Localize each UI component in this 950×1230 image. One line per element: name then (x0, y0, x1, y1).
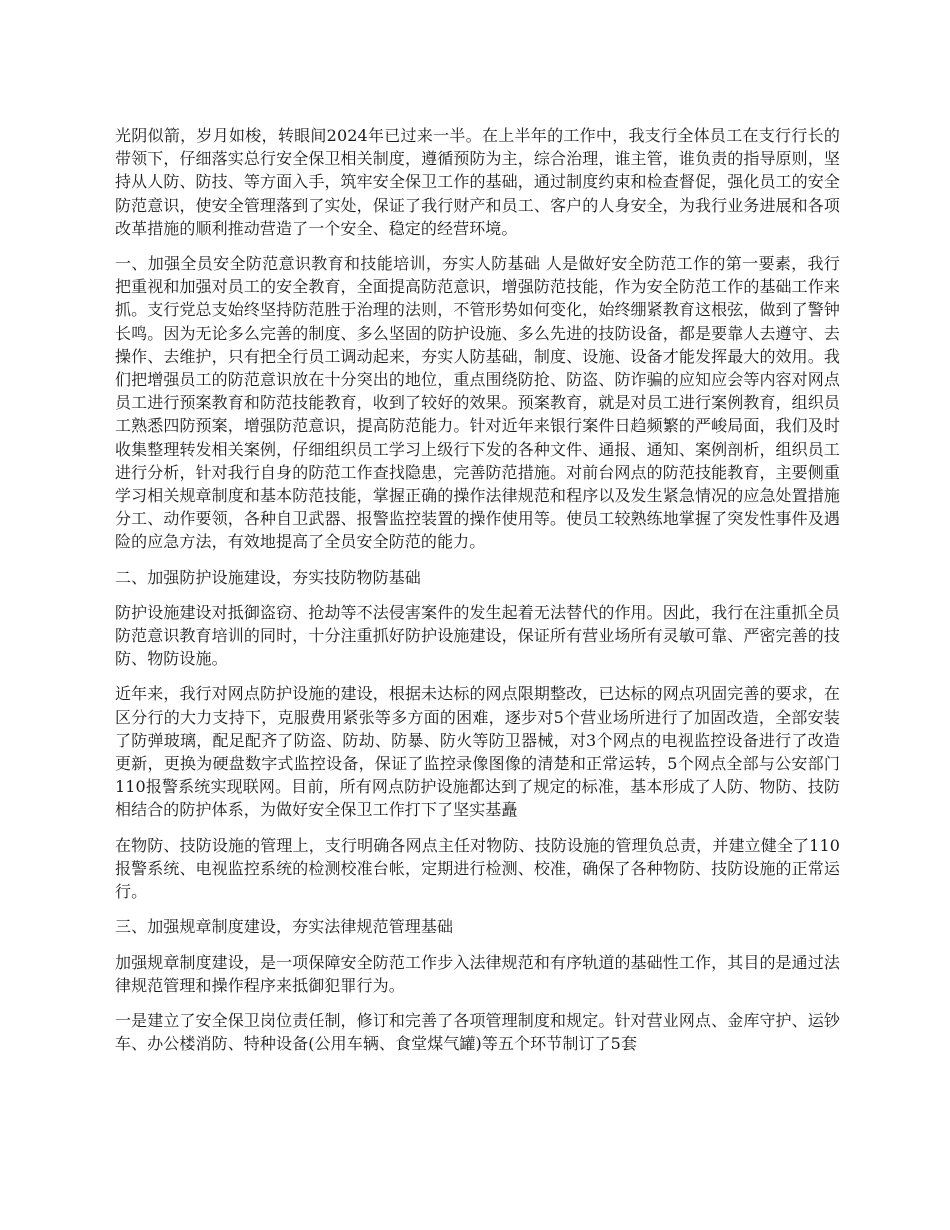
document-page (115, 124, 840, 1067)
section-one-paragraph: 一、加强全员安全防范意识教育和技能培训，夯实人防基础 人是做好安全防范工作的第一要素，我行把重视和加强对员工的安全教育，全面提高防范意识，增强防范技能，作为安全防范工作的基础工作来抓。支行党总支始终坚持防范胜于治理的法则，不管形势如何变化，始终绷紧教育这根弦，做到了警钟长鸣。因为无论多么完善的制度、多么坚固的防护设施、多么先进的技防设备，都是要靠人去遵守、去操作、去维护，只有把全行员工调动起来，夯实人防基础，制度、设施、设备才能发挥最大的效用。我们把增强员工的防范意识放在十分突出的地位，重点围绕防抢、防盗、防诈骗的应知应会等内容对网点员工进行预案教育和防范技能教育，收到了较好的效果。预案教育，就是对员工进行案例教育，组织员工熟悉四防预案，增强防范意识，提高防范能力。针对近年来银行案件日趋频繁的严峻局面，我们及时收集整理转发相关案例，仔细组织员工学习上级行下发的各种文件、通报、通知、案例剖析，组织员工进行分析，针对我行自身的防范工作查找隐患，完善防范措施。对前台网点的防范技能教育，主要侧重学习相关规章制度和基本防范技能，掌握正确的操作法律规范和程序以及发生紧急情况的应急处置措施分工、动作要领，各种自卫武器、报警监控装置的操作使用等。使员工较熟练地掌握了突发性事件及遇险的应急方法，有效地提高了全员安全防范的能力。 (115, 254, 840, 552)
section-three-paragraph-2: 一是建立了安全保卫岗位责任制，修订和完善了各项管理制度和规定。针对营业网点、金库守护、运钞车、办公楼消防、特种设备(公用车辆、食堂煤气罐)等五个环节制订了5套 (115, 1010, 840, 1054)
section-two-paragraph-3: 在物防、技防设施的管理上，支行明确各网点主任对物防、技防设施的管理负总责，并建立健全了110报警系统、电视监控系统的检测校准台帐，定期进行检测、校准，确保了各种物防、技防设施的正常运行。 (115, 835, 840, 902)
section-two-heading: 二、加强防护设施建设，夯实技防物防基础 (115, 567, 421, 587)
section-three-paragraph-1: 加强规章制度建设，是一项保障安全防范工作步入法律规范和有序轨道的基础性工作，其目的是通过法律规范管理和操作程序来抵御犯罪行为。 (115, 952, 840, 995)
section-three-heading: 三、加强规章制度建设，夯实法律规范管理基础 (115, 917, 454, 937)
section-two-paragraph-2: 近年来，我行对网点防护设施的建设，根据未达标的网点限期整改，已达标的网点巩固完善的要求，在区分行的大力支持下，克服费用紧张等多方面的困难，逐步对5个营业场所进行了加固改造，全部安装了防弹玻璃，配足配齐了防盗、防劫、防暴、防火等防卫器械，对3个网点的电视监控设备进行了改造更新，更换为硬盘数字式监控设备，保证了监控录像图像的清楚和正常运转，5个网点全部与公安部门110报警系统实现联网。目前，所有网点防护设施都达到了规定的标准，基本形成了人防、物防、技防相结合的防护体系，为做好安全保卫工作打下了坚实基矗 (115, 684, 840, 820)
intro-paragraph: 光阴似箭，岁月如梭，转眼间2024年已过来一半。在上半年的工作中，我支行全体员工在支行行长的带领下，仔细落实总行安全保卫相关制度，遵循预防为主，综合治理，谁主管，谁负责的指导原则，坚持从人防、防技、等方面入手，筑牢安全保卫工作的基础，通过制度约束和检查督促，强化员工的安全防范意识，使安全管理落到了实处，保证了我行财产和员工、客户的人身安全，为我行业务进展和各项改革措施的顺利推动营造了一个安全、稳定的经营环境。 (115, 126, 840, 238)
section-two-paragraph-1: 防护设施建设对抵御盗窃、抢劫等不法侵害案件的发生起着无法替代的作用。因此，我行在注重抓全员防范意识教育培训的同时，十分注重抓好防护设施建设，保证所有营业场所有灵敏可靠、严密完善的技防、物防设施。 (115, 602, 840, 669)
